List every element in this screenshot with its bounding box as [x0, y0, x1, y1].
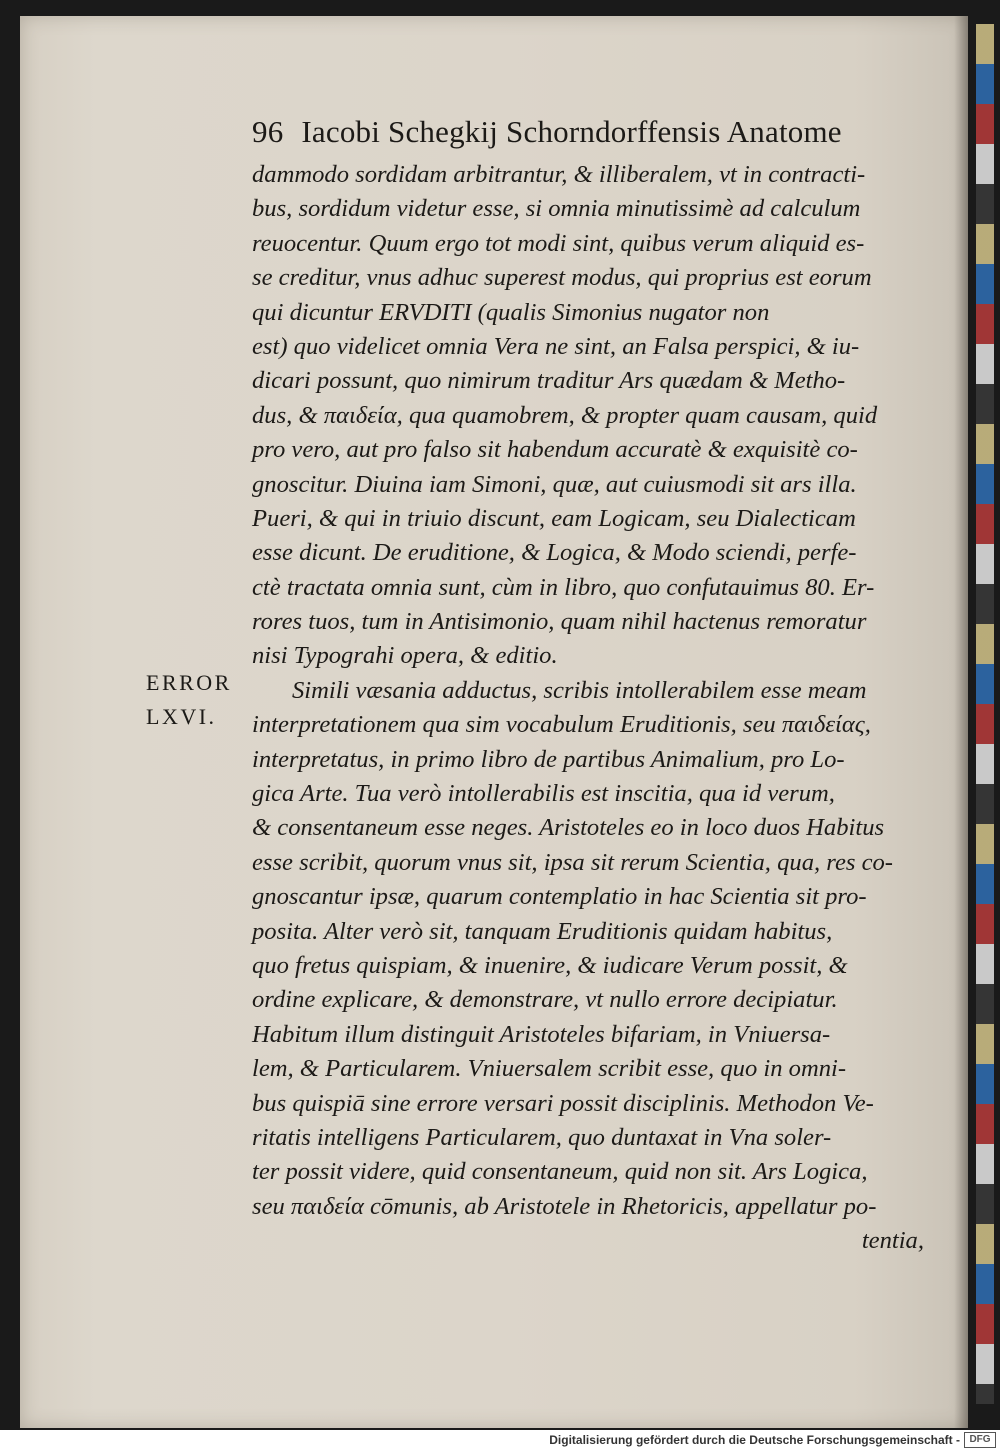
text-line: ter possit videre, quid consentaneum, quid non sit. Ars Logica,: [252, 1158, 868, 1186]
text-line: Habitum illum distinguit Aristoteles bifariam, in Vniuersa-: [252, 1020, 831, 1048]
text-line: gica Arte. Tua verò intollerabilis est inscitia, qua id verum,: [252, 780, 835, 808]
text-line: seu παιδεία cōmunis, ab Aristotele in Rhetoricis, appellatur po-: [252, 1192, 877, 1220]
catchword: tentia,: [861, 1227, 924, 1255]
text-line: gnoscantur ipsæ, quarum contemplatio in hac Scientia sit pro-: [252, 883, 867, 911]
text-line: qui dicuntur ERVDITI (qualis Simonius nugator non: [252, 298, 770, 326]
text-line: dammodo sordidam arbitrantur, & illiberalem, vt in contracti-: [252, 161, 866, 188]
text-line: ritatis intelligens Particularem, quo duntaxat in Vna soler-: [252, 1123, 832, 1151]
text-line: nisi Typograhi opera, & editio.: [252, 642, 558, 670]
running-title: Iacobi Schegkij Schorndorffensis Anatome: [301, 114, 842, 149]
text-line: gnoscitur. Diuina iam Simoni, quæ, aut cuiusmodi sit ars illa.: [252, 470, 857, 498]
text-line: quo fretus quispiam, & inuenire, & iudicare Verum possit, &: [252, 951, 848, 979]
text-line-indented: Simili væsania adductus, scribis intollerabilem esse meam: [292, 676, 867, 704]
text-line: interpretatus, in primo libro de partibus Animalium, pro Lo-: [252, 745, 845, 773]
margin-note-number: LXVI.: [146, 704, 217, 730]
funding-notice: Digitalisierung gefördert durch die Deutsche Forschungsgemeinschaft -: [549, 1433, 960, 1447]
page-number: 96: [252, 114, 284, 149]
text-line: ordine explicare, & demonstrare, vt nullo errore decipiatur.: [252, 986, 838, 1014]
text-line: & consentaneum esse neges. Aristoteles eo in loco duos Habitus: [252, 814, 885, 842]
running-header: [252, 114, 892, 150]
text-line: Pueri, & qui in triuio discunt, eam Logicam, seu Dialecticam: [252, 504, 856, 532]
text-line: est) quo videlicet omnia Vera ne sint, an Falsa perspici, & iu-: [252, 332, 860, 360]
text-line: pro vero, aut pro falso sit habendum accuratè & exquisitè co-: [252, 436, 858, 464]
text-line: esse scribit, quorum vnus sit, ipsa sit rerum Scientia, qua, res co-: [252, 848, 893, 876]
text-line: bus, sordidum videtur esse, si omnia minutissimè ad calculum: [252, 195, 861, 223]
text-line: dicari possunt, quo nimirum traditur Ars quædam & Metho-: [252, 367, 846, 395]
margin-note-error: ERROR: [146, 670, 232, 695]
page-gutter-shadow: [954, 16, 968, 1428]
color-calibration-strip: [976, 24, 994, 1404]
body-text: [252, 158, 924, 1259]
text-line: reuocentur. Quum ergo tot modi sint, quibus verum aliquid es-: [252, 229, 865, 257]
text-line: posita. Alter verò sit, tanquam Eruditionis quidam habitus,: [252, 917, 833, 945]
text-line: esse dicunt. De eruditione, & Logica, & Modo sciendi, perfe-: [252, 539, 857, 567]
dfg-logo-icon: DFG: [964, 1432, 996, 1448]
text-line: lem, & Particularem. Vniuersalem scribit esse, quo in omni-: [252, 1055, 847, 1083]
text-line: ctè tractata omnia sunt, cùm in libro, quo confutauimus 80. Er-: [252, 573, 875, 601]
text-line: dus, & παιδεία, qua quamobrem, & propter quam causam, quid: [252, 401, 878, 429]
text-line: se creditur, vnus adhuc superest modus, qui proprius est eorum: [252, 264, 872, 292]
margin-note: [146, 666, 232, 735]
text-line: rores tuos, tum in Antisimonio, quam nihil hactenus remoratur: [252, 608, 867, 636]
text-line: interpretationem qua sim vocabulum Eruditionis, seu παιδείας,: [252, 711, 871, 739]
text-line: bus quispiā sine errore versari possit disciplinis. Methodon Ve-: [252, 1089, 874, 1117]
footer-bar: [0, 1430, 1000, 1451]
